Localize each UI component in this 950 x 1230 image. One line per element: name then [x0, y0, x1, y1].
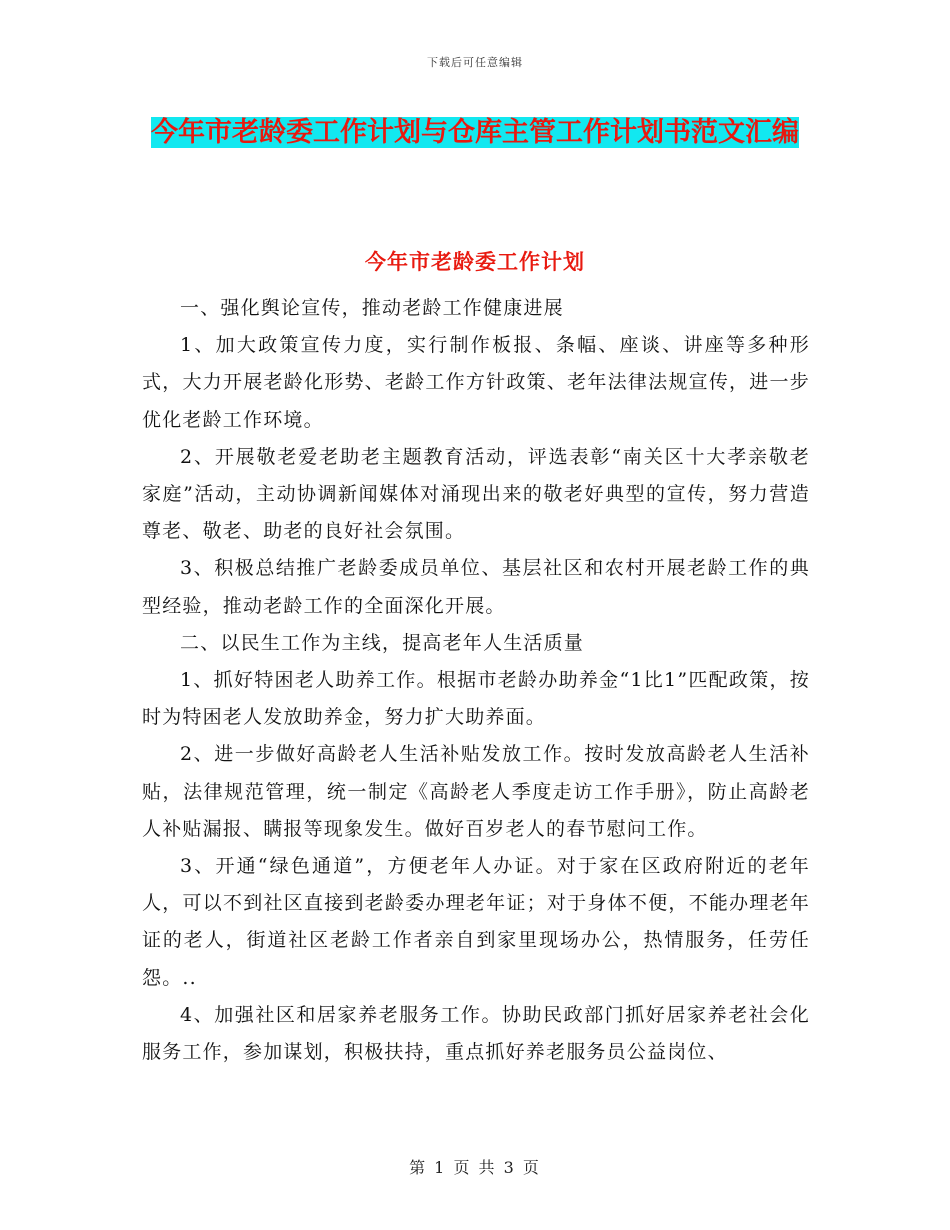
page-number: 第 1 页 共 3 页 — [409, 1158, 541, 1177]
paragraph: 2、开展敬老爱老助老主题教育活动，评选表彰“南关区十大孝亲敬老家庭”活动，主动协调新闻媒体对涌现出来的敬老好典型的宣传，努力营造尊老、敬老、助老的良好社会氛围。 — [142, 445, 810, 543]
header-note: 下载后可任意编辑 — [427, 56, 523, 69]
paragraph: 4、加强社区和居家养老服务工作。协助民政部门抓好居家养老社会化服务工作，参加谋划，积极扶持，重点抓好养老服务员公益岗位、 — [142, 1003, 810, 1064]
paragraph: 3、开通“绿色通道”，方便老年人办证。对于家在区政府附近的老年人，可以不到社区直接到老龄委办理老年证；对于身体不便，不能办理老年证的老人，街道社区老龄工作者亲自到家里现场办公，热情服务，任劳任怨。.. — [142, 855, 810, 989]
paragraph: 1、抓好特困老人助养工作。根据市老龄办助养金“1比1”匹配政策，按时为特困老人发放助养金，努力扩大助养面。 — [142, 669, 810, 729]
document-title-text: 今年市老龄委工作计划与仓库主管工作计划书范文汇编 — [151, 117, 799, 148]
document-title — [140, 110, 810, 156]
paragraph-heading-2: 二、以民生工作为主线，提高老年人生活质量 — [180, 631, 585, 654]
paragraph: 1、加大政策宣传力度，实行制作板报、条幅、座谈、讲座等多种形式，大力开展老龄化形势、老龄工作方针政策、老年法律法规宣传，进一步优化老龄工作环境。 — [142, 334, 810, 431]
section-title: 今年市老龄委工作计划 — [365, 249, 585, 274]
paragraph: 2、进一步做好高龄老人生活补贴发放工作。按时发放高龄老人生活补贴，法律规范管理，统一制定《高龄老人季度走访工作手册》，防止高龄老人补贴漏报、瞒报等现象发生。做好百岁老人的春节慰问工作。 — [142, 743, 810, 840]
paragraph-heading-1: 一、强化舆论宣传，推动老龄工作健康进展 — [180, 297, 564, 319]
document-body — [142, 290, 810, 1071]
paragraph: 3、积极总结推广老龄委成员单位、基层社区和农村开展老龄工作的典型经验，推动老龄工作的全面深化开展。 — [142, 557, 810, 617]
